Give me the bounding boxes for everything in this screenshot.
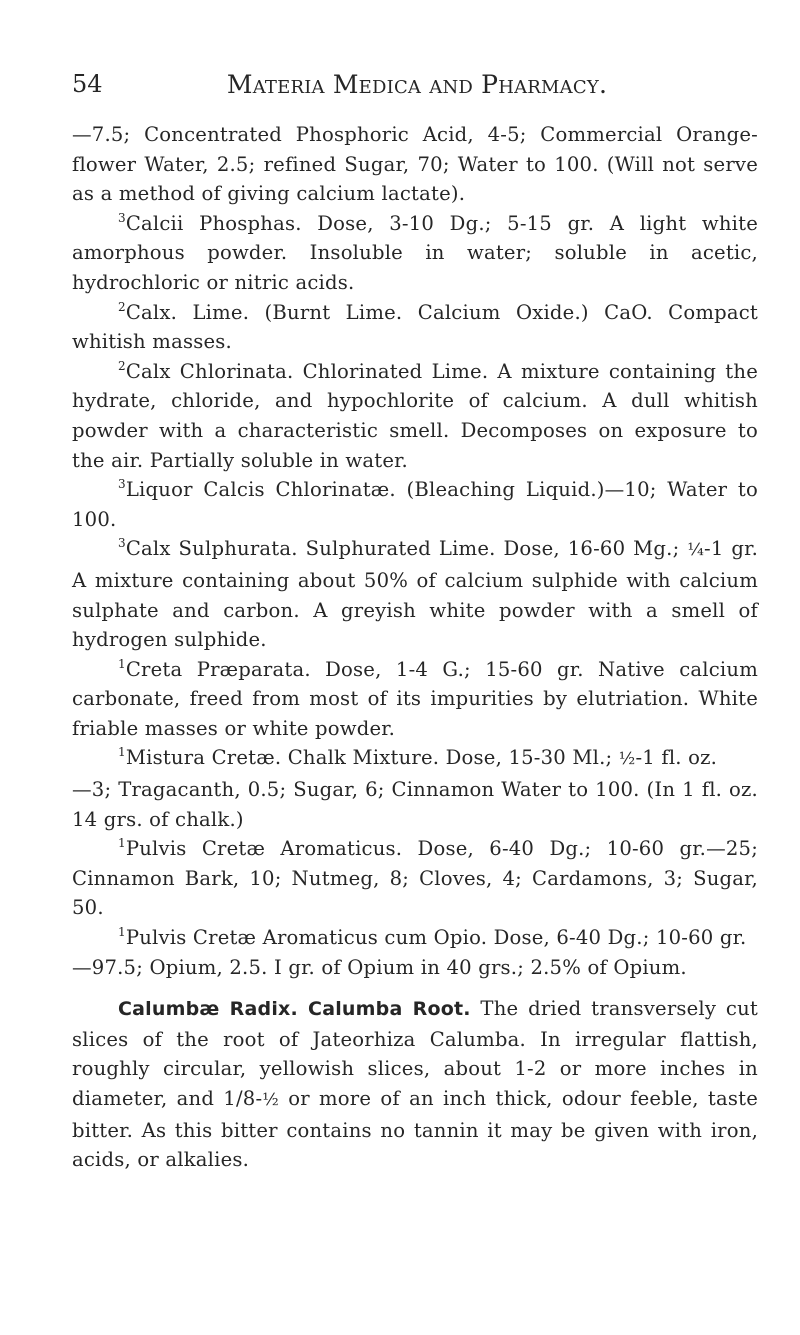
formula-text: —3; Tragacanth, 0.5; Sugar, 6; Cinnamon Water to 100. (In 1 fl. oz. 14 grs. of chalk.) — [72, 778, 758, 831]
entry-text: Calx. Lime. (Burnt Lime. Calcium Oxide.) CaO. Compact whitish masses. — [72, 300, 758, 354]
footnote-marker: 3 — [118, 536, 126, 551]
footnote-marker: 3 — [118, 210, 126, 225]
footnote-marker: 1 — [118, 925, 126, 940]
entry-text: Calx Chlorinata. Chlorinated Lime. A mixture containing the hydrate, chloride, and hypochlorite of calcium. A dull whitish powder with a characteristic smell. Decomposes on exposure to the air. Partially soluble in water. — [72, 359, 758, 472]
entry-calcii-phosphas — [72, 209, 758, 298]
entry-text: The dried transversely cut slices of the root of Jateorhiza Calumba. In irregular flattish, roughly circular, yellowish slices, about 1-2 or more inches in diameter, and 1/8- — [72, 997, 759, 1110]
entry-pulvis-cum-opio — [72, 923, 758, 953]
entry-text: Liquor Calcis Chlorinatæ. (Bleaching Liquid.)—10; Water to 100. — [72, 478, 758, 531]
entry-pulvis-cretae-aromaticus — [72, 834, 758, 923]
entry-mistura-cretae — [72, 743, 758, 775]
footnote-marker: 2 — [118, 299, 126, 314]
section-gap — [72, 982, 758, 994]
footnote-marker: 1 — [118, 656, 126, 671]
entry-text: Calcii Phosphas. Dose, 3-10 Dg.; 5-15 gr. A light white amorphous powder. Insoluble in water; soluble in acetic, hydrochloric or nitric acids. — [72, 211, 758, 294]
entry-heading: Calumbæ Radix. Calumba Root. — [118, 998, 471, 1021]
entry-text: Creta Præparata. Dose, 1-4 G.; 15-60 gr. Native calcium carbonate, freed from most of its impurities by elutriation. White friable masses or white powder. — [72, 657, 758, 740]
entry-liquor-calcis — [72, 475, 758, 534]
paragraph-text: —7.5; Concentrated Phosphoric Acid, 4-5; Commercial Orange-flower Water, 2.5; refined Sugar, 70; Water to 100. (Will not serve as a method of giving calcium lactate). — [72, 123, 758, 206]
footnote-marker: 1 — [118, 745, 126, 760]
entry-calx-chlorinata — [72, 357, 758, 475]
footnote-marker: 3 — [118, 477, 126, 492]
footnote-marker: 2 — [118, 358, 126, 373]
formula-cum-opio — [72, 953, 758, 983]
entry-calumbae-radix — [72, 994, 758, 1175]
page-header — [72, 70, 762, 110]
entry-text: Calx Sulphurata. Sulphurated Lime. Dose, 16-60 Mg.; — [125, 537, 688, 561]
page-number: 54 — [72, 70, 103, 98]
entry-creta-praeparata — [72, 655, 758, 744]
entry-text: Pulvis Cretæ Aromaticus cum Opio. Dose, 6-40 Dg.; 10-60 gr. — [125, 926, 747, 950]
fraction: ½ — [618, 749, 636, 770]
entry-text: or more of an inch thick, odour feeble, taste bitter. As this bitter contains no tannin it may be given with iron, acids, or alkalies. — [72, 1087, 758, 1172]
running-title: Materia Medica and Pharmacy. — [226, 70, 608, 99]
fraction: ½ — [262, 1090, 279, 1110]
entry-calx — [72, 298, 758, 357]
entry-text: -1 gr. A mixture containing about 50% of calcium sulphide with calcium sulphate and carbon. A greyish white powder with a smell of hydrogen sulphide. — [72, 537, 759, 652]
formula-mistura-cretae — [72, 775, 758, 834]
paragraph-continuation — [72, 120, 758, 209]
entry-calx-sulphurata — [72, 534, 758, 654]
body-text — [72, 120, 758, 1175]
footnote-marker: 1 — [118, 836, 126, 851]
fraction: ¼ — [687, 540, 705, 561]
entry-text: Pulvis Cretæ Aromaticus. Dose, 6-40 Dg.; 10-60 gr.—25; Cinnamon Bark, 10; Nutmeg, 8; Cloves, 4; Cardamons, 3; Sugar, 50. — [72, 837, 758, 920]
formula-text: —97.5; Opium, 2.5. I gr. of Opium in 40 grs.; 2.5% of Opium. — [72, 955, 687, 979]
entry-text: Mistura Cretæ. Chalk Mixture. Dose, 15-30 Ml.; — [125, 746, 619, 770]
entry-text: -1 fl. oz. — [635, 746, 718, 770]
